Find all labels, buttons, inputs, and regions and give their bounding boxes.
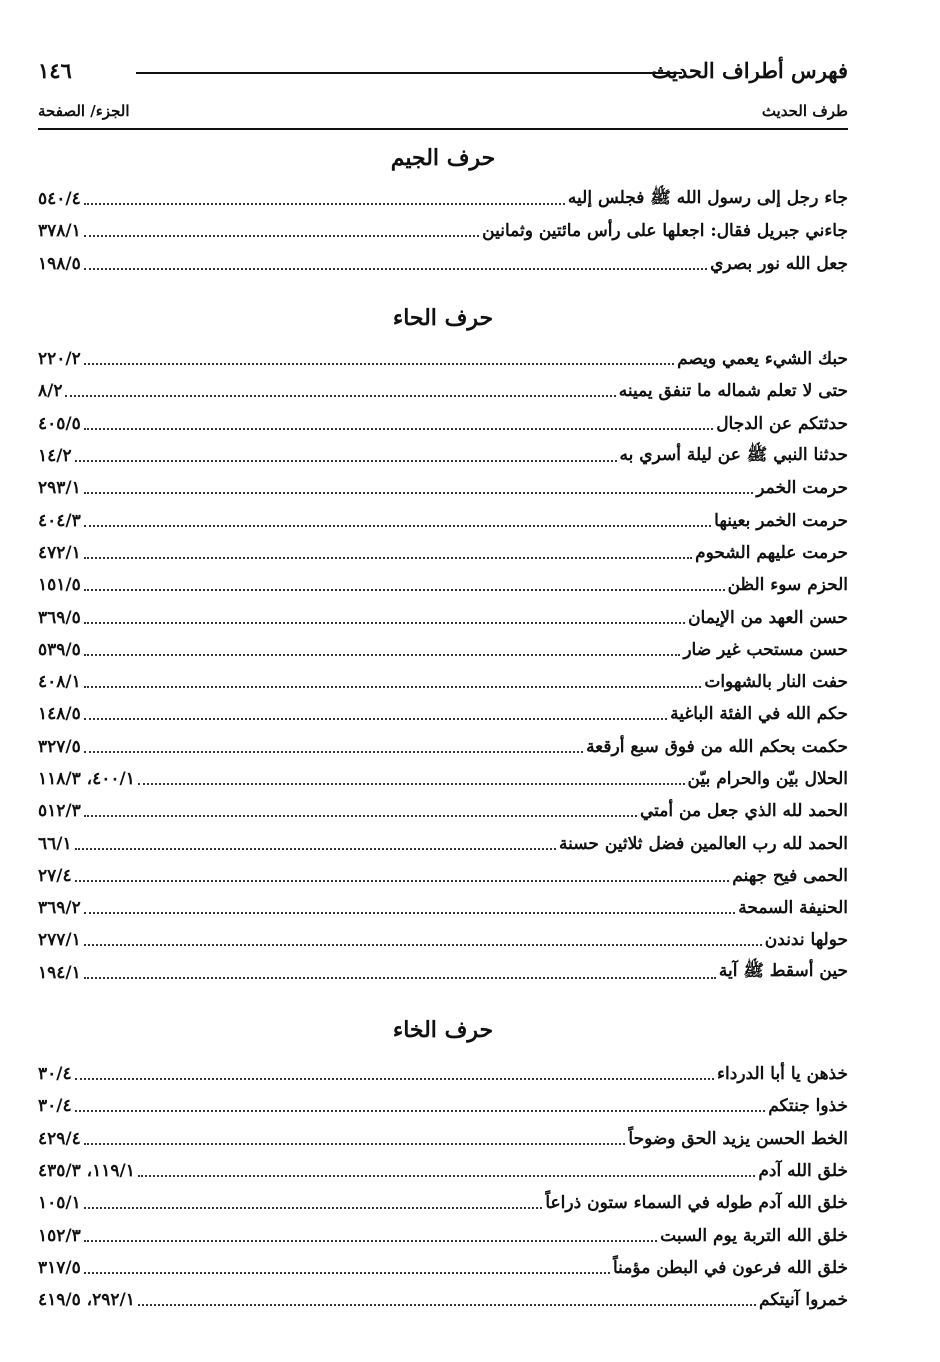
list-item: جعل الله نور بصري ١٩٨/٥ bbox=[38, 253, 848, 274]
list-item: حتى لا تعلم شماله ما تنفق يمينه ٨/٢ bbox=[38, 381, 848, 402]
list-item: خذوا جنتكم ٣٠/٤ bbox=[38, 1096, 848, 1117]
list-item: الحنيفة السمحة ٣٦٩/٢ bbox=[38, 898, 848, 919]
list-item: حرمت الخمر بعينها ٤٠٤/٣ bbox=[38, 510, 848, 531]
page-number: ١٤٦ bbox=[38, 58, 72, 83]
section-list-jim bbox=[38, 183, 848, 280]
list-item: الخط الحسن يزيد الحق وضوحاً ٤٢٩/٤ bbox=[38, 1128, 848, 1149]
column-header-rule bbox=[38, 128, 848, 130]
list-item: حكم الله في الفئة الباغية ١٤٨/٥ bbox=[38, 704, 848, 725]
list-item: الحلال بيّن والحرام بيّن ٤٠٠/١، ١١٨/٣ bbox=[38, 769, 848, 789]
list-item: حبك الشيء يعمي ويصم ٢٢٠/٢ bbox=[38, 349, 848, 370]
list-item: الحمد لله الذي جعل من أمتي ٥١٢/٣ bbox=[38, 801, 848, 822]
list-item: حين أسقط ﷺ آية ١٩٤/١ bbox=[38, 961, 848, 983]
list-item: حرمت الخمر ٢٩٣/١ bbox=[38, 478, 848, 499]
list-item: خلق الله التربة يوم السبت ١٥٢/٣ bbox=[38, 1225, 848, 1246]
list-item: حسن مستحب غير ضار ٥٣٩/٥ bbox=[38, 639, 848, 660]
list-item: الحزم سوء الظن ١٥١/٥ bbox=[38, 575, 848, 596]
section-list-ha bbox=[38, 343, 848, 989]
list-item: حكمت بحكم الله من فوق سبع أرقعة ٣٢٧/٥ bbox=[38, 736, 848, 757]
running-header bbox=[38, 58, 848, 88]
header-rule bbox=[136, 72, 682, 74]
list-item: خلق الله فرعون في البطن مؤمناً ٣١٧/٥ bbox=[38, 1257, 848, 1278]
column-headers bbox=[38, 100, 848, 126]
column-header-volume-page: الجزء/ الصفحة bbox=[38, 102, 130, 120]
list-item: الحمد لله رب العالمين فضل ثلاثين حسنة ٦٦/١ bbox=[38, 833, 848, 854]
section-heading-jim: حرف الجيم bbox=[390, 145, 496, 171]
list-item: جاءني جبريل فقال: اجعلها على رأس مائتين وثمانين ٣٧٨/١ bbox=[38, 221, 848, 242]
list-item: حدثنا النبي ﷺ عن ليلة أسري به ١٤/٢ bbox=[38, 444, 848, 467]
list-item: خذهن يا أبا الدرداء ٣٠/٤ bbox=[38, 1064, 848, 1085]
list-item: جاء رجل إلى رسول الله ﷺ فجلس إليه ٥٤٠/٤ bbox=[38, 187, 848, 210]
list-item: خلق الله آدم طوله في السماء ستون ذراعاً ١٠٥/١ bbox=[38, 1193, 848, 1214]
section-heading-ha: حرف الحاء bbox=[392, 305, 494, 331]
list-item: حرمت عليهم الشحوم ٤٧٢/١ bbox=[38, 542, 848, 563]
page-title: فهرس أطراف الحديث bbox=[651, 58, 848, 83]
list-item: حدثتكم عن الدجال ٤٠٥/٥ bbox=[38, 413, 848, 434]
list-item: الحمى فيح جهنم ٢٧/٤ bbox=[38, 865, 848, 886]
list-item: حسن العهد من الإيمان ٣٦٩/٥ bbox=[38, 607, 848, 628]
list-item: خلق الله آدم ١١٩/١، ٤٣٥/٣ bbox=[38, 1161, 848, 1182]
section-list-kha bbox=[38, 1058, 848, 1316]
section-heading-kha: حرف الخاء bbox=[392, 1017, 494, 1043]
list-item: حولها ندندن ٢٧٧/١ bbox=[38, 930, 848, 951]
column-header-hadith: طرف الحديث bbox=[761, 102, 848, 120]
list-item: خمروا آنيتكم ٢٩٢/١، ٤١٩/٥ bbox=[38, 1290, 848, 1311]
list-item: حفت النار بالشهوات ٤٠٨/١ bbox=[38, 672, 848, 693]
